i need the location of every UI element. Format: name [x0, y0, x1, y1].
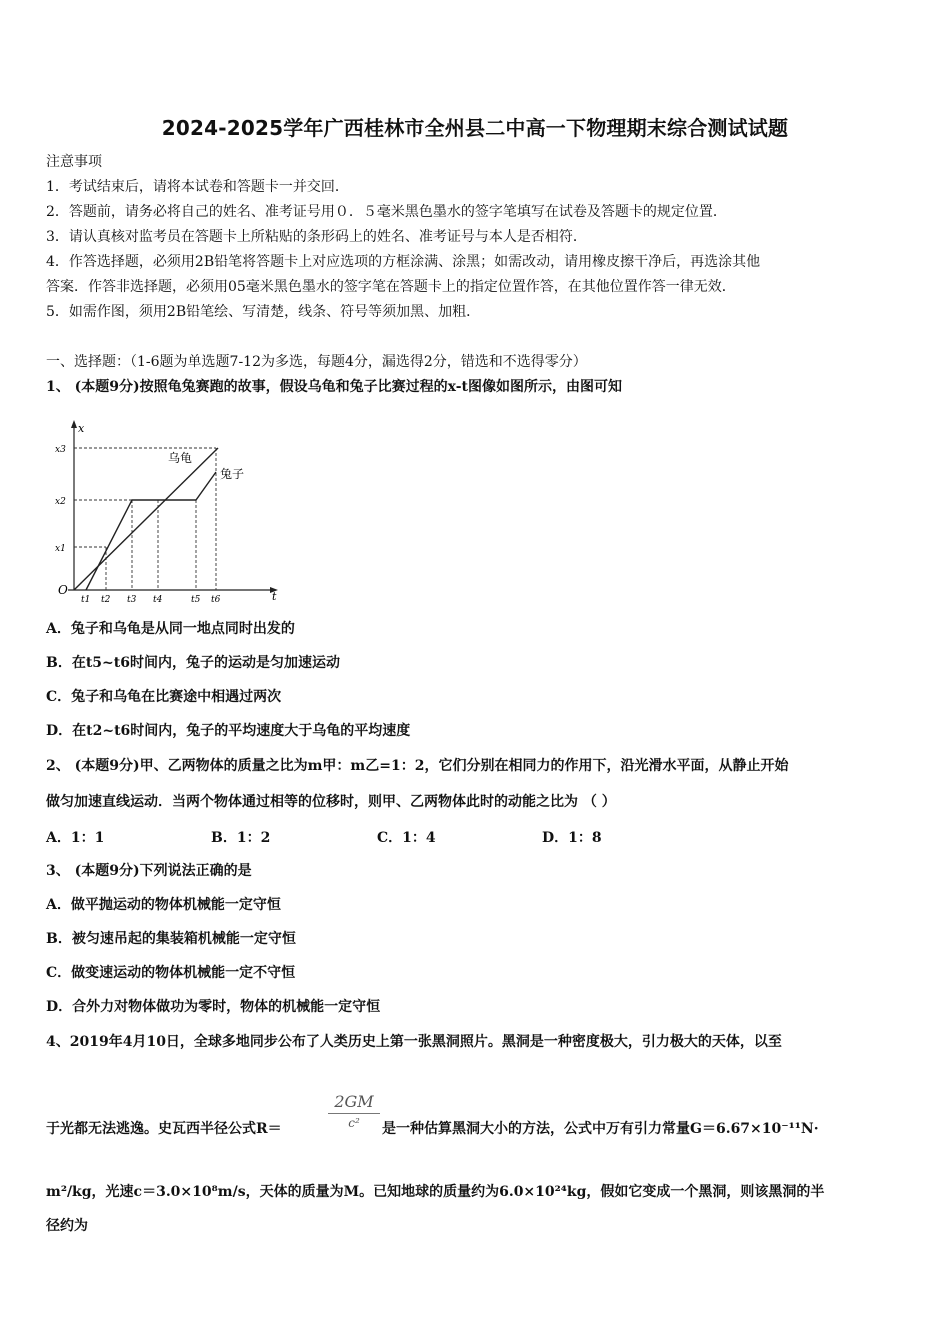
formula-denominator: c² — [348, 1116, 360, 1130]
question-4-line1: 4、2019年4月10日，全球多地同步公布了人类历史上第一张黑洞照片。黑洞是一种密度极大，引力极大的天体，以至 — [46, 1034, 782, 1050]
y-axis-arrow — [71, 420, 77, 428]
question-4-line4: 径约为 — [46, 1218, 88, 1234]
q3-option-d: D．合外力对物体做功为零时，物体的机械能一定守恒 — [46, 999, 381, 1015]
notice-item-1: 1．考试结束后，请将本试卷和答题卡一并交回． — [46, 179, 349, 195]
q1-option-a: A．兔子和乌龟是从同一地点同时出发的 — [46, 621, 295, 637]
y-tick-x3: x3 — [55, 445, 66, 455]
y-tick-x2: x2 — [55, 497, 66, 507]
y-axis-label: x — [78, 422, 85, 435]
x-tick-t3: t3 — [127, 595, 137, 602]
section-heading: 一、选择题：（1-6题为单选题7-12为多选，每题4分，漏选得2分，错选和不选得零分） — [46, 354, 587, 370]
q3-option-c: C．做变速运动的物体机械能一定不守恒 — [46, 965, 296, 981]
notice-item-2: 2．答题前，请务必将自己的姓名、准考证号用０．５毫米黑色墨水的签字笔填写在试卷及答题卡的规定位置． — [46, 204, 727, 220]
page-title: 2024-2025学年广西桂林市全州县二中高一下物理期末综合测试试题 — [161, 116, 789, 140]
notice-item-4-cont: 答案．作答非选择题，必须用05毫米黑色墨水的签字笔在答题卡上的指定位置作答，在其他位置作答一律无效． — [46, 279, 736, 295]
x-tick-t5: t5 — [191, 595, 201, 602]
notice-item-3: 3．请认真核对监考员在答题卡上所粘贴的条形码上的姓名、准考证号与本人是否相符． — [46, 229, 587, 245]
y-tick-x1: x1 — [55, 544, 66, 554]
tortoise-line — [74, 448, 218, 590]
x-tick-t1: t1 — [81, 595, 91, 602]
formula-numerator: 2GM — [328, 1092, 380, 1114]
q1-option-d: D．在t2~t6时间内，兔子的平均速度大于乌龟的平均速度 — [46, 723, 411, 739]
question-4-line2-after: 是一种估算黑洞大小的方法，公式中万有引力常量G＝6.67×10⁻¹¹N· — [382, 1121, 819, 1137]
xt-graph — [46, 412, 286, 602]
notice-heading: 注意事项 — [46, 154, 102, 170]
x-axis-label: t — [272, 590, 277, 602]
q2-option-c: C．1：4 — [377, 830, 436, 846]
origin-label: O — [58, 583, 68, 597]
notice-item-5: 5．如需作图，须用2B铅笔绘、写清楚，线条、符号等须加黑、加粗． — [46, 304, 481, 320]
notice-item-4: 4．作答选择题，必须用2B铅笔将答题卡上对应选项的方框涂满、涂黑；如需改动，请用橡皮擦干净后，再选涂其他 — [46, 254, 761, 270]
schwarzschild-formula — [328, 1092, 380, 1130]
q2-option-d: D．1：8 — [542, 830, 602, 846]
x-tick-t4: t4 — [153, 595, 163, 602]
x-tick-t6: t6 — [211, 595, 221, 602]
question-2-stem-line1: 2、 (本题9分)甲、乙两物体的质量之比为m甲：m乙=1：2，它们分别在相同力的作用下，沿光滑水平面，从静止开始 — [46, 758, 789, 774]
q2-option-b: B．1：2 — [211, 830, 271, 846]
question-4-line2-before: 于光都无法逃逸。史瓦西半径公式R＝ — [46, 1121, 282, 1137]
question-1-stem: 1、 (本题9分)按照龟兔赛跑的故事，假设乌龟和兔子比赛过程的x-t图像如图所示，由图可知 — [46, 379, 622, 395]
x-tick-t2: t2 — [101, 595, 111, 602]
question-4-line3: m²/kg，光速c＝3.0×10⁸m/s，天体的质量为M。已知地球的质量约为6.0×10²⁴kg，假如它变成一个黑洞，则该黑洞的半 — [46, 1184, 825, 1200]
tortoise-label: 乌龟 — [168, 451, 193, 465]
rabbit-label: 兔子 — [220, 467, 245, 481]
rabbit-line — [86, 472, 216, 590]
q1-option-c: C．兔子和乌龟在比赛途中相遇过两次 — [46, 689, 282, 705]
q2-option-a: A．1：1 — [46, 830, 105, 846]
question-2-stem-line2: 做匀加速直线运动．当两个物体通过相等的位移时，则甲、乙两物体此时的动能之比为 （ ） — [46, 794, 616, 810]
question-3-stem: 3、 (本题9分)下列说法正确的是 — [46, 863, 252, 879]
q3-option-b: B．被匀速吊起的集装箱机械能一定守恒 — [46, 931, 296, 947]
q1-option-b: B．在t5~t6时间内，兔子的运动是匀加速运动 — [46, 655, 340, 671]
q3-option-a: A．做平抛运动的物体机械能一定守恒 — [46, 897, 281, 913]
